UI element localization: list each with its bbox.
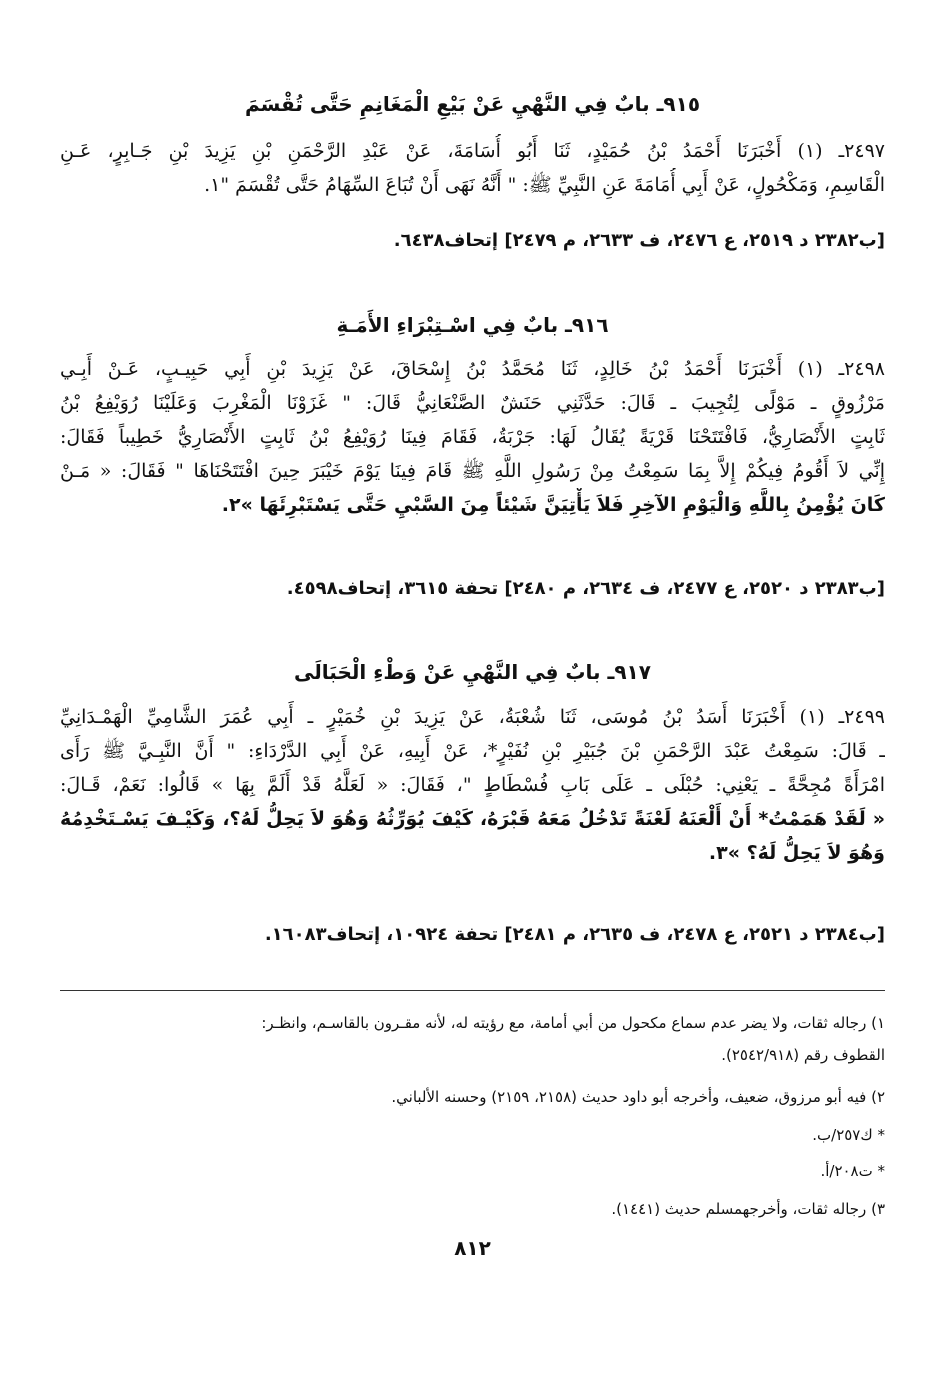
reference-line-2498: [ب٢٣٨٣ د ٢٥٢٠، ع ٢٤٧٧، ف ٢٦٣٤، م ٢٤٨٠] تحفة ٣٦١٥، إتحاف٤٥٩٨. (286, 578, 885, 599)
hadith-line: ـ قَالَ: سَمِعْتُ عَبْدَ الرَّحْمَنِ بْنَ جُبَيْرِ بْنِ نُفَيْرٍ*، عَنْ أَبِيهِ، عَنْ أَبِي الدَّرْدَاءِ: " أَنَّ النَّبِـيَّ ﷺ رَأَى (60, 740, 885, 762)
footnote-2: ٢) فيه أبو مرزوق، ضعيف، وأخرجه أبو داود حديث (٢١٥٨، ٢١٥٩) وحسنه الألباني. (391, 1088, 885, 1106)
footnote-marker-1: * ك٢٥٧/ب. (812, 1126, 885, 1144)
hadith-line: مَرْزُوقٍ ـ مَوْلًى لِتُجِيبَ ـ قَالَ: حَدَّثَنِي حَنَشٌ الصَّنْعَانِيُّ قَالَ: " غَزَوْنَا الْمَغْرِبَ وَعَلَيْنَا رُوَيْفِعُ بْنُ (60, 392, 885, 414)
hadith-line: امْرَأَةً مُجِحَّةً ـ يَعْنِي: حُبْلَى ـ عَلَى بَابِ فُسْطَاطٍ "، فَقَالَ: « لَعَلَّهُ قَدْ أَلَمَّ بِهَا » قَالُوا: نَعَمْ، قَـالَ: (60, 774, 885, 796)
reference-line-2499: [ب٢٣٨٤ د ٢٥٢١، ع ٢٤٧٨، ف ٢٦٣٥، م ٢٤٨١] تحفة ١٠٩٢٤، إتحاف١٦٠٨٣. (264, 924, 885, 945)
section-heading-917: ٩١٧ـ بابٌ فِي النَّهْيِ عَنْ وَطْءِ الْحَبَالَى (294, 660, 651, 684)
page-number: ٨١٢ (454, 1236, 491, 1260)
hadith-line: الْقَاسِمِ، وَمَكْحُولٍ، عَنْ أَبِي أُمَامَةَ عَنِ النَّبِيِّ ﷺ: " أَنَّهُ نَهَى أَنْ تُبَاعَ السِّهَامُ حَتَّى تُقْسَمَ "١. (204, 174, 885, 196)
book-page (60, 0, 885, 1374)
footnote-1: ١) رجاله ثقات، ولا يضر عدم سماع مكحول من أبي أمامة، مع رؤيته له، لأنه مقـرون بالقاسـم، وانظـر: (261, 1014, 885, 1032)
hadith-2498 (60, 352, 885, 522)
hadith-line: « لَقَدْ هَمَمْتُ* أَنْ أَلْعَنَهُ لَعْنَةً تَدْخُلُ مَعَهُ قَبْرَهُ، كَيْفَ يُوَرِّثُهُ وَهُوَ لاَ يَحِلُّ لَهُ؟، وَكَيْـفَ يَسْـتَخْدِمُهُ (60, 808, 885, 830)
section-heading-916: ٩١٦ـ بابٌ فِي اسْـتِبْرَاءِ الأَمَـةِ (336, 313, 609, 337)
hadith-line: ٢٤٩٩ـ (١) أَخْبَرَنَا أَسَدُ بْنُ مُوسَى، ثَنَا شُعْبَةُ، عَنْ يَزِيدَ بْنِ خُمَيْرٍ ـ أَبِي عُمَرَ الشَّامِيِّ الْهَمْـدَانِيِّ (60, 706, 885, 728)
hadith-line: إِنِّي لاَ أَقُومُ فِيكُمْ إِلاَّ بِمَا سَمِعْتُ مِنْ رَسُولِ اللَّهِ ﷺ قَامَ فِينَا يَوْمَ خَيْبَرَ حِينَ افْتَتَحْنَاهَا " فَقَالَ: « مَـنْ (60, 460, 885, 482)
reference-line-2497: [ب٢٣٨٢ د ٢٥١٩، ع ٢٤٧٦، ف ٢٦٣٣، م ٢٤٧٩] إتحاف٦٤٣٨. (393, 230, 885, 251)
footnote-divider (60, 990, 885, 991)
hadith-2499 (60, 700, 885, 870)
hadith-2497 (60, 134, 885, 202)
section-heading-915: ٩١٥ـ بابٌ فِي النَّهْيِ عَنْ بَيْعِ الْمَغَانِمِ حَتَّى تُقْسَمَ (244, 92, 701, 116)
footnote-marker-2: * ت٢٠٨/أ. (820, 1162, 885, 1180)
footnote-3: ٣) رجاله ثقات، وأخرجهمسلم حديث (١٤٤١). (611, 1200, 885, 1218)
hadith-line: ثَابِتٍ الأَنْصَارِيُّ، فَافْتَتَحْنَا قَرْيَةً يُقَالُ لَهَا: جَرْبَةُ، فَقَامَ فِينَا رُوَيْفِعُ بْنُ ثَابِتٍ الأَنْصَارِيُّ خَطِيباً فَقَالَ: (60, 426, 885, 448)
hadith-line: ٢٤٩٨ـ (١) أَخْبَرَنَا أَحْمَدُ بْنُ خَالِدٍ، ثَنَا مُحَمَّدُ بْنُ إِسْحَاقَ، عَنْ يَزِيدَ بْنِ أَبِي حَبِيـبٍ، عَـنْ أَبِـي (60, 358, 885, 380)
hadith-line: وَهُوَ لاَ يَحِلُّ لَهُ؟ »٣. (708, 842, 885, 864)
hadith-line: كَانَ يُؤْمِنُ بِاللَّهِ وَالْيَوْمِ الآخِرِ فَلاَ يَأْتِيَنَّ شَيْئاً مِنَ السَّبْيِ حَتَّى يَسْتَبْرِئَهَا »٢. (221, 494, 885, 516)
hadith-line: ٢٤٩٧ـ (١) أَخْبَرَنَا أَحْمَدُ بْنُ حُمَيْدٍ، ثَنَا أَبُو أُسَامَةَ، عَنْ عَبْدِ الرَّحْمَنِ بْنِ يَزِيدَ بْنِ جَـابِرٍ، عَـنِ (60, 140, 885, 162)
footnote-1-continued: القطوف رقم (٢٥٤٢/٩١٨). (721, 1046, 885, 1064)
